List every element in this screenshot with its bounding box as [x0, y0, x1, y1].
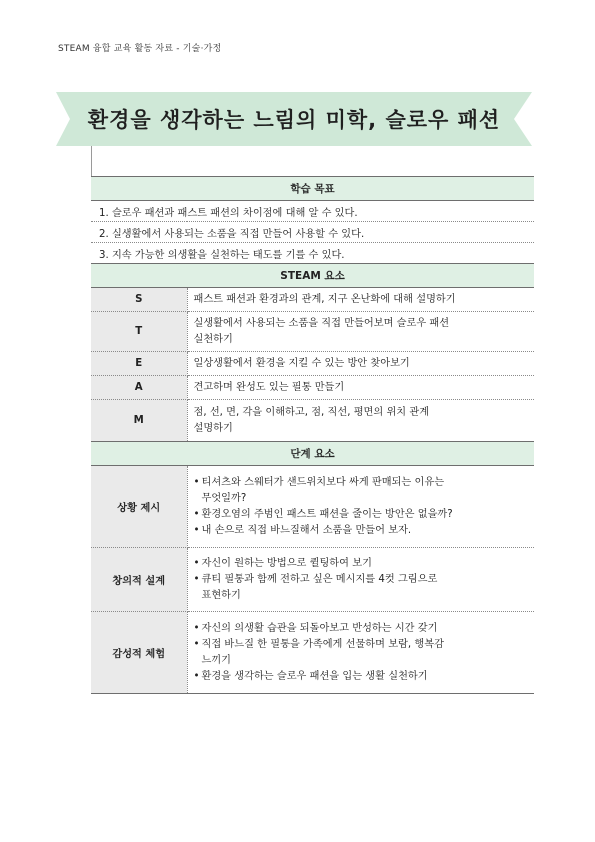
steam-text-t-line1: 실생활에서 사용되는 소품을 직접 만들어보며 슬로우 패션	[193, 317, 450, 329]
goal-row	[91, 222, 534, 243]
goal-item-1: 1. 슬로우 패션과 패스트 패션의 차이점에 대해 알 수 있다.	[91, 201, 534, 222]
title-banner	[56, 92, 532, 146]
bullet-text	[202, 572, 438, 604]
goal-row	[91, 243, 534, 264]
bullet-dot: •	[193, 476, 200, 488]
bullet-item	[194, 669, 528, 685]
bullet-item	[194, 572, 528, 604]
bullet-text-line: 큐티 필통과 함께 전하고 싶은 메시지를 4컷 그림으로	[201, 573, 438, 585]
bullet-text: 자신의 의생활 습관을 되돌아보고 반성하는 시간 갖기	[201, 622, 438, 634]
stage-row-situation	[91, 466, 534, 548]
bullet-dot: •	[193, 622, 200, 634]
goal-item-2: 2. 실생활에서 사용되는 소품을 직접 만들어 사용할 수 있다.	[91, 222, 534, 243]
steam-text-t-line2: 실천하기	[193, 333, 233, 345]
goals-header-row	[91, 177, 534, 201]
steam-row-a	[91, 376, 534, 400]
bullet-dot: •	[193, 573, 200, 585]
stage-key-situation: 상황 제시	[91, 466, 187, 548]
bullet-text-line: 무엇일까?	[201, 492, 247, 504]
bullet-item	[194, 621, 528, 637]
steam-row-t	[91, 312, 534, 352]
bullet-item	[194, 475, 528, 507]
steam-row-m	[91, 400, 534, 442]
steam-row-e	[91, 352, 534, 376]
steam-row-s	[91, 288, 534, 312]
steam-text-t	[187, 312, 534, 352]
bullet-dot: •	[193, 557, 200, 569]
stage-key-emotional-experience: 감성적 체험	[91, 612, 187, 694]
bullet-dot: •	[193, 638, 200, 650]
steam-heading: STEAM 요소	[91, 264, 534, 288]
steam-text-m	[187, 400, 534, 442]
banner-connector-line	[91, 146, 92, 176]
bullet-dot: •	[193, 670, 200, 682]
stage-content-emotional-experience	[187, 612, 534, 694]
bullet-text-line: 직접 바느질 한 필통을 가족에게 선물하며 보람, 행복감	[201, 638, 444, 650]
bullet-text: 환경을 생각하는 슬로우 패션을 입는 생활 실천하기	[201, 670, 428, 682]
steam-key-m: M	[91, 400, 187, 442]
steam-text-e: 일상생활에서 환경을 지킬 수 있는 방안 찾아보기	[187, 352, 534, 376]
goals-heading: 학습 목표	[91, 177, 534, 201]
bullet-text: 자신이 원하는 방법으로 퀼팅하여 보기	[201, 557, 372, 569]
steam-text-m-line1: 점, 선, 면, 각을 이해하고, 점, 직선, 평면의 위치 관계	[193, 406, 430, 418]
stages-header-row	[91, 442, 534, 466]
bullet-text-line: 표현하기	[201, 589, 241, 601]
goal-item-3: 3. 지속 가능한 의생활을 실천하는 태도를 기를 수 있다.	[91, 243, 534, 264]
bullet-item	[194, 556, 528, 572]
bullet-text-line: 느끼기	[201, 654, 232, 666]
bullet-dot: •	[193, 508, 200, 520]
steam-key-t: T	[91, 312, 187, 352]
bullet-item	[194, 523, 528, 539]
bullet-text: 내 손으로 직접 바느질해서 소품을 만들어 보자.	[201, 524, 412, 536]
bullet-text	[202, 637, 444, 669]
bullet-text-line: 티셔츠와 스웨터가 샌드위치보다 싸게 판매되는 이유는	[201, 476, 445, 488]
steam-text-s: 패스트 패션과 환경과의 관계, 지구 온난화에 대해 설명하기	[187, 288, 534, 312]
document-header: STEAM 융합 교육 활동 자료 - 기술·가정	[58, 44, 222, 54]
stages-heading: 단계 요소	[91, 442, 534, 466]
stage-row-creative-design	[91, 548, 534, 612]
steam-key-e: E	[91, 352, 187, 376]
steam-header-row	[91, 264, 534, 288]
steam-key-s: S	[91, 288, 187, 312]
lesson-plan-table	[91, 176, 534, 694]
stage-content-creative-design	[187, 548, 534, 612]
stage-row-emotional-experience	[91, 612, 534, 694]
bullet-text: 환경오염의 주범인 패스트 패션을 줄이는 방안은 없을까?	[201, 508, 453, 520]
steam-key-a: A	[91, 376, 187, 400]
steam-text-m-line2: 설명하기	[193, 422, 233, 434]
stage-key-creative-design: 창의적 설계	[91, 548, 187, 612]
stage-content-situation	[187, 466, 534, 548]
bullet-dot: •	[193, 524, 200, 536]
bullet-text	[202, 475, 445, 507]
bullet-item	[194, 507, 528, 523]
goal-row	[91, 201, 534, 222]
page-title: 환경을 생각하는 느림의 미학, 슬로우 패션	[87, 108, 501, 132]
bullet-item	[194, 637, 528, 669]
steam-text-a: 견고하며 완성도 있는 필통 만들기	[187, 376, 534, 400]
